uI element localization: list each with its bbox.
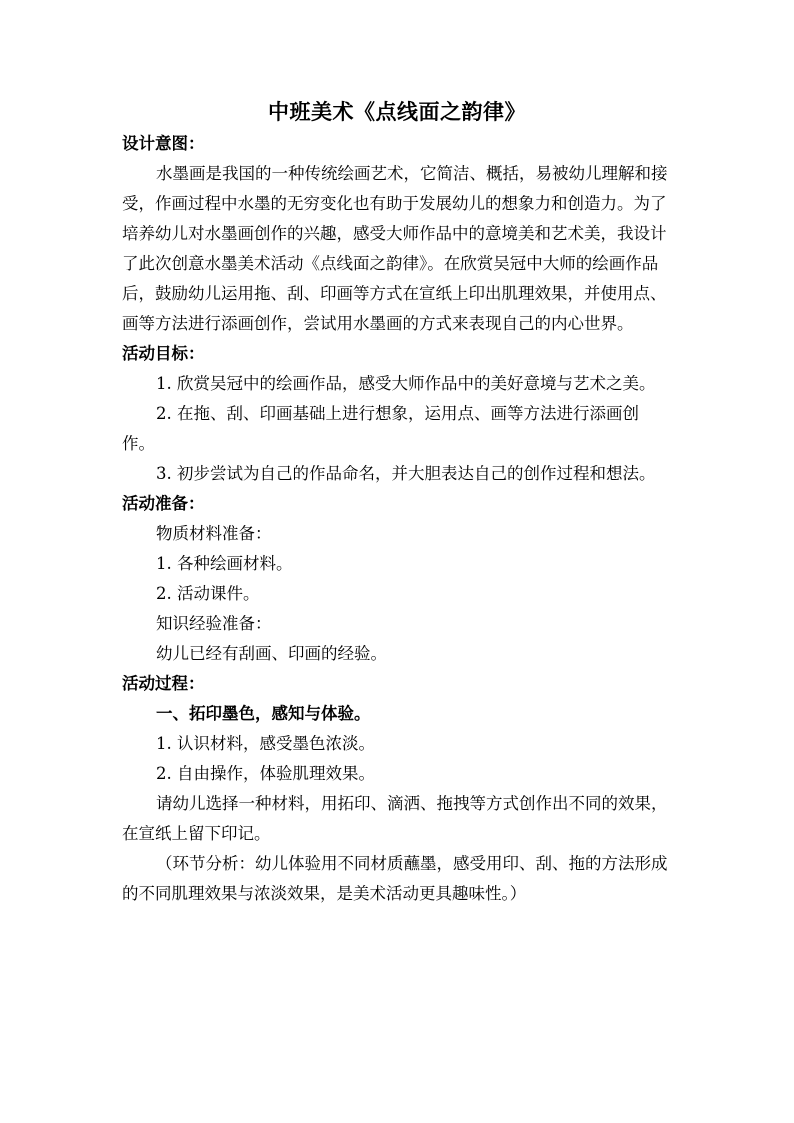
process-step-1-text: 请幼儿选择一种材料，用拓印、滴洒、拖拽等方式创作出不同的效果，在宣纸上留下印记。 (122, 794, 668, 843)
process-step-1-item-2: 2. 自由操作，体验肌理效果。 (156, 764, 375, 783)
material-prep-label: 物质材料准备： (156, 524, 272, 543)
goal-item-1: 1. 欣赏吴冠中的绘画作品，感受大师作品中的美好意境与艺术之美。 (156, 374, 656, 393)
knowledge-prep-text: 幼儿已经有刮画、印画的经验。 (156, 644, 387, 663)
process-step-1-title: 一、拓印墨色，感知与体验。 (156, 704, 371, 723)
knowledge-prep-label: 知识经验准备： (156, 614, 272, 633)
design-intent-paragraph: 水墨画是我国的一种传统绘画艺术，它简洁、概括，易被幼儿理解和接受，作画过程中水墨的无穷变化也有助于发展幼儿的想象力和创造力。为了培养幼儿对水墨画创作的兴趣，感受大师作品中的意境美和艺术美，我设计了此次创意水墨美术活动《点线面之韵律》。在欣赏吴冠中大师的绘画作品后，鼓励幼儿运用拖、刮、印画等方式在宣纸上印出肌理效果，并使用点、画等方法进行添画创作，尝试用水墨画的方式来表现自己的内心世界。 (122, 164, 668, 333)
document-body (122, 129, 670, 909)
page-title: 中班美术《点线面之韵律》 (268, 99, 526, 124)
section-heading-preparation: 活动准备： (122, 494, 205, 513)
process-step-1-analysis: （环节分析：幼儿体验用不同材质蘸墨，感受用印、刮、拖的方法形成的不同肌理效果与浓淡效果，是美术活动更具趣味性。） (122, 854, 668, 903)
section-heading-goals: 活动目标： (122, 344, 205, 363)
section-heading-process: 活动过程： (122, 674, 205, 693)
process-step-1-item-1: 1. 认识材料，感受墨色浓淡。 (156, 734, 375, 753)
goal-item-3: 3. 初步尝试为自己的作品命名，并大胆表达自己的创作过程和想法。 (156, 464, 656, 483)
material-item-1: 1. 各种绘画材料。 (156, 554, 293, 573)
section-heading-design-intent: 设计意图： (122, 134, 205, 153)
goal-item-2: 2. 在拖、刮、印画基础上进行想象，运用点、画等方法进行添画创作。 (122, 404, 639, 453)
material-item-2: 2. 活动课件。 (156, 584, 260, 603)
